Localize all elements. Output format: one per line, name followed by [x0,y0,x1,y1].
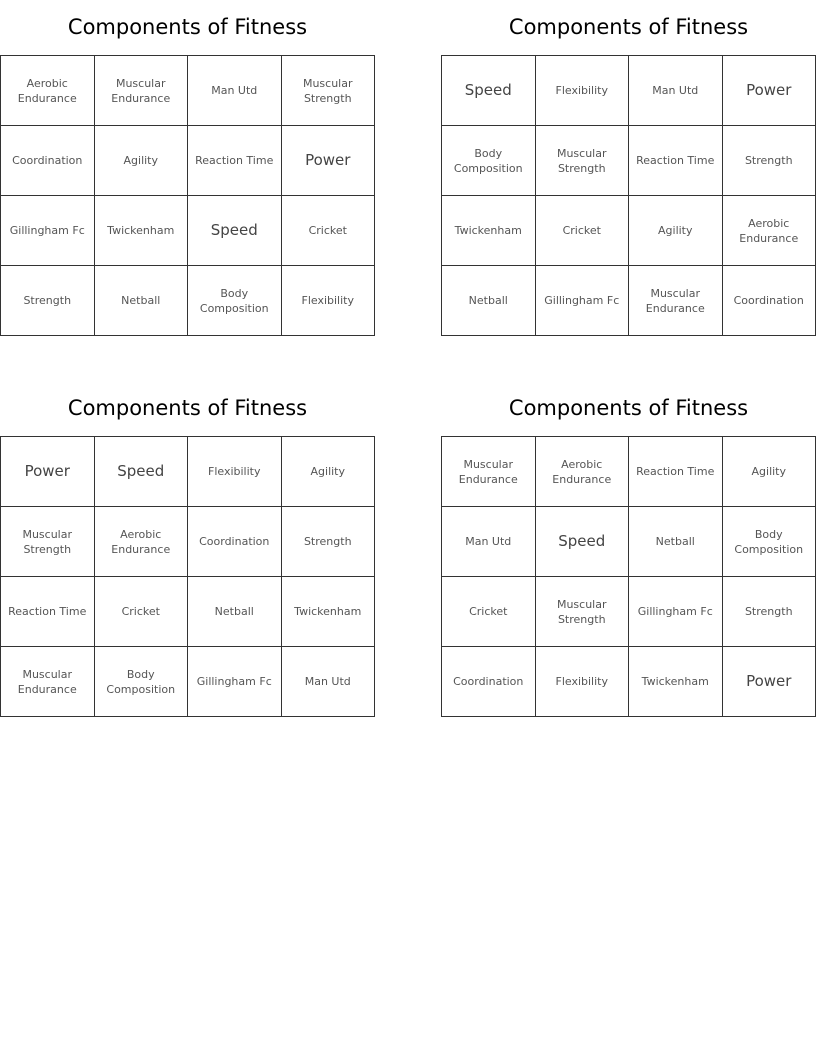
grid-cell: Power [281,126,375,196]
grid-cell: Body Composition [722,507,816,577]
grid-cell: Muscular Strength [1,507,95,577]
grid-cell: Flexibility [188,437,282,507]
grid-cell: Netball [629,507,723,577]
grid-cell: Cricket [442,577,536,647]
grid-cell: Flexibility [281,266,375,336]
grid-cell: Strength [722,577,816,647]
grid-row [1,196,375,266]
grid-cell: Man Utd [281,647,375,717]
grid-cell: Coordination [1,126,95,196]
grid-cell: Cricket [535,196,629,266]
grid-cell: Man Utd [188,56,282,126]
grid-row [1,56,375,126]
grid-row [1,437,375,507]
grid-cell: Agility [722,437,816,507]
grid-cell: Power [722,647,816,717]
grid-cell: Speed [94,437,188,507]
grid-cell: Netball [94,266,188,336]
bingo-grid [441,55,816,336]
grid-cell: Agility [94,126,188,196]
grid-row [1,266,375,336]
grid-cell: Reaction Time [1,577,95,647]
grid-row [1,647,375,717]
grid-cell: Reaction Time [629,437,723,507]
grid-cell: Strength [722,126,816,196]
grid-cell: Netball [442,266,536,336]
grid-cell: Aerobic Endurance [722,196,816,266]
grid-cell: Speed [442,56,536,126]
grid-cell: Gillingham Fc [188,647,282,717]
grid-cell: Flexibility [535,56,629,126]
grid-cell: Man Utd [442,507,536,577]
grid-cell: Cricket [281,196,375,266]
grid-cell: Strength [281,507,375,577]
grid-cell: Agility [629,196,723,266]
grid-cell: Muscular Endurance [94,56,188,126]
grid-cell: Man Utd [629,56,723,126]
bingo-card-3 [0,381,375,717]
grid-cell: Muscular Endurance [629,266,723,336]
grid-cell: Aerobic Endurance [535,437,629,507]
grid-cell: Twickenham [629,647,723,717]
grid-cell: Flexibility [535,647,629,717]
grid-cell: Netball [188,577,282,647]
grid-cell: Reaction Time [629,126,723,196]
grid-cell: Aerobic Endurance [1,56,95,126]
grid-cell: Gillingham Fc [535,266,629,336]
grid-cell: Muscular Strength [535,577,629,647]
grid-cell: Strength [1,266,95,336]
grid-cell: Body Composition [442,126,536,196]
card-title: Components of Fitness [508,15,749,39]
bingo-grid [441,436,816,717]
card-title: Components of Fitness [508,396,749,420]
bingo-grid [0,55,375,336]
grid-cell: Reaction Time [188,126,282,196]
grid-cell: Gillingham Fc [1,196,95,266]
grid-cell: Coordination [722,266,816,336]
grid-cell: Muscular Strength [535,126,629,196]
grid-row [1,507,375,577]
grid-row [442,266,816,336]
grid-cell: Twickenham [281,577,375,647]
grid-cell: Power [722,56,816,126]
grid-cell: Muscular Endurance [442,437,536,507]
grid-row [442,196,816,266]
bingo-card-4 [441,381,816,717]
grid-cell: Twickenham [442,196,536,266]
grid-cell: Speed [188,196,282,266]
grid-cell: Aerobic Endurance [94,507,188,577]
grid-cell: Power [1,437,95,507]
grid-row [442,647,816,717]
grid-row [442,507,816,577]
grid-cell: Coordination [188,507,282,577]
grid-row [442,577,816,647]
grid-cell: Muscular Endurance [1,647,95,717]
card-title: Components of Fitness [67,396,308,420]
bingo-card-2 [441,0,816,336]
grid-cell: Twickenham [94,196,188,266]
bingo-grid [0,436,375,717]
grid-row [442,126,816,196]
grid-cell: Body Composition [188,266,282,336]
bingo-card-1 [0,0,375,336]
grid-cell: Muscular Strength [281,56,375,126]
grid-cell: Coordination [442,647,536,717]
grid-row [1,126,375,196]
grid-row [1,577,375,647]
grid-cell: Speed [535,507,629,577]
grid-cell: Gillingham Fc [629,577,723,647]
grid-cell: Cricket [94,577,188,647]
grid-cell: Agility [281,437,375,507]
grid-row [442,56,816,126]
grid-cell: Body Composition [94,647,188,717]
card-title: Components of Fitness [67,15,308,39]
grid-row [442,437,816,507]
